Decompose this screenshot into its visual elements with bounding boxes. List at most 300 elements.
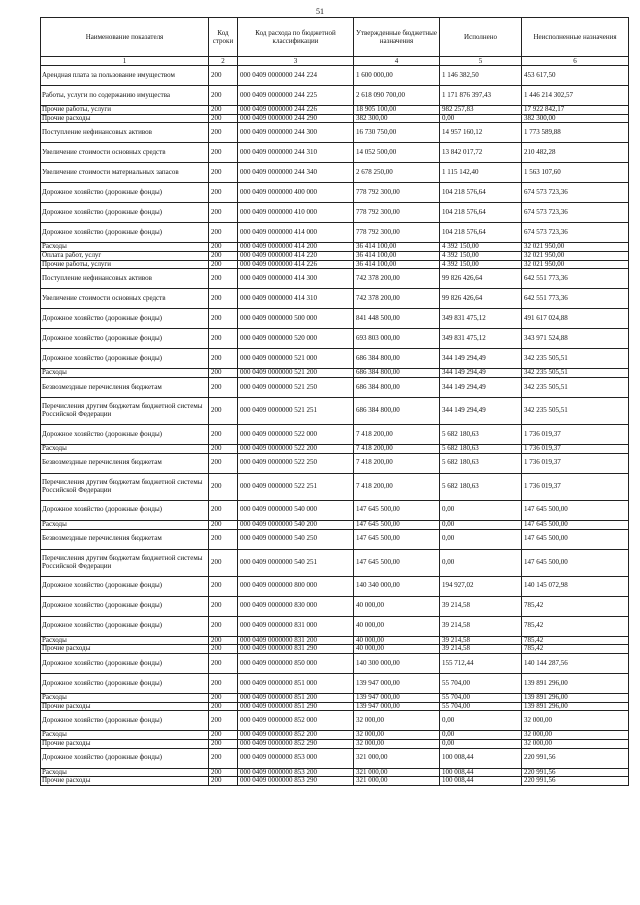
executed-amount-cell: 39 214,58 bbox=[440, 636, 522, 645]
table-row bbox=[41, 500, 629, 520]
indicator-name-cell: Увеличение стоимости основных средств bbox=[41, 143, 209, 163]
indicator-name-cell: Дорожное хозяйство (дорожные фонды) bbox=[41, 500, 209, 520]
approved-amount-cell: 382 300,00 bbox=[354, 114, 440, 123]
approved-amount-cell: 686 384 800,00 bbox=[354, 398, 440, 425]
approved-amount-cell: 7 418 200,00 bbox=[354, 445, 440, 454]
unexecuted-amount-cell: 785,42 bbox=[522, 645, 629, 654]
table-row bbox=[41, 529, 629, 549]
table-row bbox=[41, 260, 629, 269]
expense-code-cell: 000 0409 0000000 800 000 bbox=[238, 576, 354, 596]
indicator-name-cell: Перечисления другим бюджетам бюджетной системы Российской Федерации bbox=[41, 473, 209, 500]
executed-amount-cell: 1 171 876 397,43 bbox=[440, 86, 522, 106]
approved-amount-cell: 742 378 200,00 bbox=[354, 289, 440, 309]
line-code-cell: 200 bbox=[209, 260, 238, 269]
line-code-cell: 200 bbox=[209, 289, 238, 309]
indicator-name-cell: Дорожное хозяйство (дорожные фонды) bbox=[41, 748, 209, 768]
unexecuted-amount-cell: 1 736 019,37 bbox=[522, 473, 629, 500]
expense-code-cell: 000 0409 0000000 521 000 bbox=[238, 349, 354, 369]
table-row bbox=[41, 693, 629, 702]
line-code-cell: 200 bbox=[209, 398, 238, 425]
executed-amount-cell: 344 149 294,49 bbox=[440, 398, 522, 425]
indicator-name-cell: Дорожное хозяйство (дорожные фонды) bbox=[41, 673, 209, 693]
unexecuted-amount-cell: 139 891 296,00 bbox=[522, 673, 629, 693]
unexecuted-amount-cell: 342 235 505,51 bbox=[522, 349, 629, 369]
indicator-name-cell: Арендная плата за пользование имуществом bbox=[41, 66, 209, 86]
executed-amount-cell: 194 927,02 bbox=[440, 576, 522, 596]
unexecuted-amount-cell: 220 991,56 bbox=[522, 768, 629, 777]
approved-amount-cell: 140 300 000,00 bbox=[354, 653, 440, 673]
line-code-cell: 200 bbox=[209, 596, 238, 616]
expense-code-cell: 000 0409 0000000 852 290 bbox=[238, 739, 354, 748]
approved-amount-cell: 32 000,00 bbox=[354, 731, 440, 740]
executed-amount-cell: 100 008,44 bbox=[440, 777, 522, 786]
line-code-cell: 200 bbox=[209, 576, 238, 596]
unexecuted-amount-cell: 342 235 505,51 bbox=[522, 378, 629, 398]
executed-amount-cell: 39 214,58 bbox=[440, 645, 522, 654]
header-expense-code: Код расхода по бюджетной классификации bbox=[238, 18, 354, 57]
expense-code-cell: 000 0409 0000000 521 250 bbox=[238, 378, 354, 398]
table-row bbox=[41, 596, 629, 616]
table-row bbox=[41, 748, 629, 768]
column-number: 3 bbox=[238, 57, 354, 66]
unexecuted-amount-cell: 32 021 950,00 bbox=[522, 243, 629, 252]
line-code-cell: 200 bbox=[209, 711, 238, 731]
approved-amount-cell: 16 730 750,00 bbox=[354, 123, 440, 143]
approved-amount-cell: 778 792 300,00 bbox=[354, 183, 440, 203]
approved-amount-cell: 147 645 500,00 bbox=[354, 500, 440, 520]
indicator-name-cell: Расходы bbox=[41, 520, 209, 529]
executed-amount-cell: 0,00 bbox=[440, 711, 522, 731]
expense-code-cell: 000 0409 0000000 831 290 bbox=[238, 645, 354, 654]
column-number: 5 bbox=[440, 57, 522, 66]
indicator-name-cell: Расходы bbox=[41, 243, 209, 252]
header-approved: Утвержденные бюджетные назначения bbox=[354, 18, 440, 57]
table-row bbox=[41, 369, 629, 378]
indicator-name-cell: Безвозмездные перечисления бюджетам bbox=[41, 529, 209, 549]
executed-amount-cell: 55 704,00 bbox=[440, 702, 522, 711]
line-code-cell: 200 bbox=[209, 243, 238, 252]
expense-code-cell: 000 0409 0000000 244 310 bbox=[238, 143, 354, 163]
indicator-name-cell: Прочие расходы bbox=[41, 777, 209, 786]
approved-amount-cell: 7 418 200,00 bbox=[354, 473, 440, 500]
indicator-name-cell: Расходы bbox=[41, 731, 209, 740]
indicator-name-cell: Дорожное хозяйство (дорожные фонды) bbox=[41, 183, 209, 203]
approved-amount-cell: 18 905 100,00 bbox=[354, 106, 440, 115]
unexecuted-amount-cell: 210 482,28 bbox=[522, 143, 629, 163]
table-row bbox=[41, 252, 629, 261]
expense-code-cell: 000 0409 0000000 244 225 bbox=[238, 86, 354, 106]
column-number: 6 bbox=[522, 57, 629, 66]
executed-amount-cell: 55 704,00 bbox=[440, 693, 522, 702]
expense-code-cell: 000 0409 0000000 522 250 bbox=[238, 453, 354, 473]
approved-amount-cell: 686 384 800,00 bbox=[354, 349, 440, 369]
unexecuted-amount-cell: 343 971 524,88 bbox=[522, 329, 629, 349]
table-row bbox=[41, 163, 629, 183]
approved-amount-cell: 32 000,00 bbox=[354, 739, 440, 748]
line-code-cell: 200 bbox=[209, 114, 238, 123]
unexecuted-amount-cell: 147 645 500,00 bbox=[522, 500, 629, 520]
executed-amount-cell: 99 826 426,64 bbox=[440, 289, 522, 309]
expense-code-cell: 000 0409 0000000 414 200 bbox=[238, 243, 354, 252]
line-code-cell: 200 bbox=[209, 636, 238, 645]
table-row bbox=[41, 549, 629, 576]
budget-execution-table bbox=[40, 17, 629, 786]
indicator-name-cell: Увеличение стоимости основных средств bbox=[41, 289, 209, 309]
table-row bbox=[41, 576, 629, 596]
executed-amount-cell: 1 146 382,50 bbox=[440, 66, 522, 86]
executed-amount-cell: 4 392 150,00 bbox=[440, 252, 522, 261]
line-code-cell: 200 bbox=[209, 445, 238, 454]
line-code-cell: 200 bbox=[209, 106, 238, 115]
expense-code-cell: 000 0409 0000000 540 251 bbox=[238, 549, 354, 576]
line-code-cell: 200 bbox=[209, 453, 238, 473]
table-row bbox=[41, 653, 629, 673]
table-row bbox=[41, 636, 629, 645]
executed-amount-cell: 344 149 294,49 bbox=[440, 369, 522, 378]
executed-amount-cell: 100 008,44 bbox=[440, 748, 522, 768]
line-code-cell: 200 bbox=[209, 645, 238, 654]
executed-amount-cell: 100 008,44 bbox=[440, 768, 522, 777]
executed-amount-cell: 344 149 294,49 bbox=[440, 349, 522, 369]
approved-amount-cell: 40 000,00 bbox=[354, 596, 440, 616]
table-row bbox=[41, 106, 629, 115]
expense-code-cell: 000 0409 0000000 540 200 bbox=[238, 520, 354, 529]
expense-code-cell: 000 0409 0000000 244 300 bbox=[238, 123, 354, 143]
table-row bbox=[41, 445, 629, 454]
executed-amount-cell: 99 826 426,64 bbox=[440, 269, 522, 289]
expense-code-cell: 000 0409 0000000 831 200 bbox=[238, 636, 354, 645]
approved-amount-cell: 147 645 500,00 bbox=[354, 520, 440, 529]
table-row bbox=[41, 398, 629, 425]
executed-amount-cell: 104 218 576,64 bbox=[440, 203, 522, 223]
expense-code-cell: 000 0409 0000000 414 226 bbox=[238, 260, 354, 269]
approved-amount-cell: 147 645 500,00 bbox=[354, 549, 440, 576]
column-number: 1 bbox=[41, 57, 209, 66]
indicator-name-cell: Поступление нефинансовых активов bbox=[41, 123, 209, 143]
executed-amount-cell: 0,00 bbox=[440, 731, 522, 740]
indicator-name-cell: Дорожное хозяйство (дорожные фонды) bbox=[41, 203, 209, 223]
table-row bbox=[41, 378, 629, 398]
expense-code-cell: 000 0409 0000000 522 000 bbox=[238, 425, 354, 445]
expense-code-cell: 000 0409 0000000 853 000 bbox=[238, 748, 354, 768]
table-row bbox=[41, 520, 629, 529]
executed-amount-cell: 5 682 180,63 bbox=[440, 473, 522, 500]
unexecuted-amount-cell: 382 300,00 bbox=[522, 114, 629, 123]
line-code-cell: 200 bbox=[209, 252, 238, 261]
unexecuted-amount-cell: 1 736 019,37 bbox=[522, 445, 629, 454]
expense-code-cell: 000 0409 0000000 540 000 bbox=[238, 500, 354, 520]
line-code-cell: 200 bbox=[209, 739, 238, 748]
table-row bbox=[41, 453, 629, 473]
table-row bbox=[41, 473, 629, 500]
line-code-cell: 200 bbox=[209, 500, 238, 520]
line-code-cell: 200 bbox=[209, 86, 238, 106]
expense-code-cell: 000 0409 0000000 831 000 bbox=[238, 616, 354, 636]
line-code-cell: 200 bbox=[209, 673, 238, 693]
table-row bbox=[41, 768, 629, 777]
approved-amount-cell: 139 947 000,00 bbox=[354, 702, 440, 711]
indicator-name-cell: Расходы bbox=[41, 636, 209, 645]
approved-amount-cell: 321 000,00 bbox=[354, 748, 440, 768]
indicator-name-cell: Расходы bbox=[41, 369, 209, 378]
approved-amount-cell: 1 600 000,00 bbox=[354, 66, 440, 86]
expense-code-cell: 000 0409 0000000 852 200 bbox=[238, 731, 354, 740]
approved-amount-cell: 32 000,00 bbox=[354, 711, 440, 731]
table-row bbox=[41, 711, 629, 731]
unexecuted-amount-cell: 1 736 019,37 bbox=[522, 453, 629, 473]
line-code-cell: 200 bbox=[209, 529, 238, 549]
executed-amount-cell: 39 214,58 bbox=[440, 616, 522, 636]
unexecuted-amount-cell: 220 991,56 bbox=[522, 777, 629, 786]
executed-amount-cell: 55 704,00 bbox=[440, 673, 522, 693]
line-code-cell: 200 bbox=[209, 183, 238, 203]
expense-code-cell: 000 0409 0000000 244 290 bbox=[238, 114, 354, 123]
indicator-name-cell: Прочие работы, услуги bbox=[41, 106, 209, 115]
indicator-name-cell: Дорожное хозяйство (дорожные фонды) bbox=[41, 576, 209, 596]
line-code-cell: 200 bbox=[209, 378, 238, 398]
approved-amount-cell: 841 448 500,00 bbox=[354, 309, 440, 329]
approved-amount-cell: 2 678 250,00 bbox=[354, 163, 440, 183]
line-code-cell: 200 bbox=[209, 473, 238, 500]
indicator-name-cell: Поступление нефинансовых активов bbox=[41, 269, 209, 289]
approved-amount-cell: 686 384 800,00 bbox=[354, 369, 440, 378]
table-row bbox=[41, 114, 629, 123]
approved-amount-cell: 778 792 300,00 bbox=[354, 223, 440, 243]
table-row bbox=[41, 616, 629, 636]
expense-code-cell: 000 0409 0000000 850 000 bbox=[238, 653, 354, 673]
line-code-cell: 200 bbox=[209, 768, 238, 777]
indicator-name-cell: Дорожное хозяйство (дорожные фонды) bbox=[41, 711, 209, 731]
approved-amount-cell: 36 414 100,00 bbox=[354, 243, 440, 252]
line-code-cell: 200 bbox=[209, 329, 238, 349]
unexecuted-amount-cell: 32 021 950,00 bbox=[522, 252, 629, 261]
indicator-name-cell: Безвозмездные перечисления бюджетам bbox=[41, 453, 209, 473]
unexecuted-amount-cell: 342 235 505,51 bbox=[522, 369, 629, 378]
unexecuted-amount-cell: 147 645 500,00 bbox=[522, 520, 629, 529]
approved-amount-cell: 36 414 100,00 bbox=[354, 260, 440, 269]
approved-amount-cell: 7 418 200,00 bbox=[354, 425, 440, 445]
approved-amount-cell: 140 340 000,00 bbox=[354, 576, 440, 596]
executed-amount-cell: 104 218 576,64 bbox=[440, 223, 522, 243]
unexecuted-amount-cell: 674 573 723,36 bbox=[522, 183, 629, 203]
executed-amount-cell: 0,00 bbox=[440, 500, 522, 520]
line-code-cell: 200 bbox=[209, 693, 238, 702]
unexecuted-amount-cell: 642 551 773,36 bbox=[522, 269, 629, 289]
expense-code-cell: 000 0409 0000000 853 290 bbox=[238, 777, 354, 786]
executed-amount-cell: 39 214,58 bbox=[440, 596, 522, 616]
table-row bbox=[41, 309, 629, 329]
line-code-cell: 200 bbox=[209, 653, 238, 673]
unexecuted-amount-cell: 785,42 bbox=[522, 596, 629, 616]
expense-code-cell: 000 0409 0000000 540 250 bbox=[238, 529, 354, 549]
indicator-name-cell: Дорожное хозяйство (дорожные фонды) bbox=[41, 616, 209, 636]
line-code-cell: 200 bbox=[209, 702, 238, 711]
approved-amount-cell: 40 000,00 bbox=[354, 616, 440, 636]
table-row bbox=[41, 673, 629, 693]
unexecuted-amount-cell: 785,42 bbox=[522, 636, 629, 645]
unexecuted-amount-cell: 1 563 107,60 bbox=[522, 163, 629, 183]
unexecuted-amount-cell: 342 235 505,51 bbox=[522, 398, 629, 425]
table-row bbox=[41, 702, 629, 711]
indicator-name-cell: Работы, услуги по содержанию имущества bbox=[41, 86, 209, 106]
indicator-name-cell: Расходы bbox=[41, 693, 209, 702]
line-code-cell: 200 bbox=[209, 143, 238, 163]
approved-amount-cell: 40 000,00 bbox=[354, 645, 440, 654]
indicator-name-cell: Перечисления другим бюджетам бюджетной системы Российской Федерации bbox=[41, 549, 209, 576]
line-code-cell: 200 bbox=[209, 123, 238, 143]
unexecuted-amount-cell: 453 617,50 bbox=[522, 66, 629, 86]
executed-amount-cell: 4 392 150,00 bbox=[440, 260, 522, 269]
executed-amount-cell: 13 842 017,72 bbox=[440, 143, 522, 163]
unexecuted-amount-cell: 32 000,00 bbox=[522, 731, 629, 740]
table-row bbox=[41, 243, 629, 252]
table-row bbox=[41, 289, 629, 309]
unexecuted-amount-cell: 674 573 723,36 bbox=[522, 223, 629, 243]
table-row bbox=[41, 777, 629, 786]
executed-amount-cell: 1 115 142,40 bbox=[440, 163, 522, 183]
approved-amount-cell: 139 947 000,00 bbox=[354, 693, 440, 702]
line-code-cell: 200 bbox=[209, 520, 238, 529]
unexecuted-amount-cell: 491 617 024,88 bbox=[522, 309, 629, 329]
header-executed: Исполнено bbox=[440, 18, 522, 57]
table-row bbox=[41, 731, 629, 740]
indicator-name-cell: Дорожное хозяйство (дорожные фонды) bbox=[41, 653, 209, 673]
table-row bbox=[41, 123, 629, 143]
indicator-name-cell: Безвозмездные перечисления бюджетам bbox=[41, 378, 209, 398]
approved-amount-cell: 2 618 090 700,00 bbox=[354, 86, 440, 106]
expense-code-cell: 000 0409 0000000 853 200 bbox=[238, 768, 354, 777]
unexecuted-amount-cell: 674 573 723,36 bbox=[522, 203, 629, 223]
indicator-name-cell: Дорожное хозяйство (дорожные фонды) bbox=[41, 309, 209, 329]
line-code-cell: 200 bbox=[209, 549, 238, 576]
executed-amount-cell: 0,00 bbox=[440, 549, 522, 576]
expense-code-cell: 000 0409 0000000 520 000 bbox=[238, 329, 354, 349]
executed-amount-cell: 349 831 475,12 bbox=[440, 309, 522, 329]
line-code-cell: 200 bbox=[209, 269, 238, 289]
approved-amount-cell: 36 414 100,00 bbox=[354, 252, 440, 261]
table-row bbox=[41, 645, 629, 654]
executed-amount-cell: 5 682 180,63 bbox=[440, 445, 522, 454]
executed-amount-cell: 349 831 475,12 bbox=[440, 329, 522, 349]
unexecuted-amount-cell: 147 645 500,00 bbox=[522, 549, 629, 576]
executed-amount-cell: 5 682 180,63 bbox=[440, 425, 522, 445]
unexecuted-amount-cell: 17 922 842,17 bbox=[522, 106, 629, 115]
table-row bbox=[41, 183, 629, 203]
approved-amount-cell: 40 000,00 bbox=[354, 636, 440, 645]
indicator-name-cell: Расходы bbox=[41, 445, 209, 454]
expense-code-cell: 000 0409 0000000 414 310 bbox=[238, 289, 354, 309]
executed-amount-cell: 0,00 bbox=[440, 739, 522, 748]
line-code-cell: 200 bbox=[209, 777, 238, 786]
table-row bbox=[41, 739, 629, 748]
unexecuted-amount-cell: 32 000,00 bbox=[522, 711, 629, 731]
column-number: 2 bbox=[209, 57, 238, 66]
indicator-name-cell: Дорожное хозяйство (дорожные фонды) bbox=[41, 349, 209, 369]
unexecuted-amount-cell: 1 736 019,37 bbox=[522, 425, 629, 445]
unexecuted-amount-cell: 139 891 296,00 bbox=[522, 693, 629, 702]
indicator-name-cell: Прочие расходы bbox=[41, 702, 209, 711]
line-code-cell: 200 bbox=[209, 369, 238, 378]
unexecuted-amount-cell: 32 021 950,00 bbox=[522, 260, 629, 269]
approved-amount-cell: 7 418 200,00 bbox=[354, 453, 440, 473]
expense-code-cell: 000 0409 0000000 410 000 bbox=[238, 203, 354, 223]
unexecuted-amount-cell: 1 446 214 302,57 bbox=[522, 86, 629, 106]
line-code-cell: 200 bbox=[209, 163, 238, 183]
indicator-name-cell: Прочие работы, услуги bbox=[41, 260, 209, 269]
unexecuted-amount-cell: 1 773 589,88 bbox=[522, 123, 629, 143]
indicator-name-cell: Прочие расходы bbox=[41, 739, 209, 748]
expense-code-cell: 000 0409 0000000 400 000 bbox=[238, 183, 354, 203]
line-code-cell: 200 bbox=[209, 425, 238, 445]
approved-amount-cell: 742 378 200,00 bbox=[354, 269, 440, 289]
indicator-name-cell: Оплата работ, услуг bbox=[41, 252, 209, 261]
executed-amount-cell: 344 149 294,49 bbox=[440, 378, 522, 398]
expense-code-cell: 000 0409 0000000 522 200 bbox=[238, 445, 354, 454]
approved-amount-cell: 686 384 800,00 bbox=[354, 378, 440, 398]
expense-code-cell: 000 0409 0000000 830 000 bbox=[238, 596, 354, 616]
table-body bbox=[41, 66, 629, 786]
line-code-cell: 200 bbox=[209, 66, 238, 86]
executed-amount-cell: 155 712,44 bbox=[440, 653, 522, 673]
unexecuted-amount-cell: 139 891 296,00 bbox=[522, 702, 629, 711]
approved-amount-cell: 147 645 500,00 bbox=[354, 529, 440, 549]
line-code-cell: 200 bbox=[209, 203, 238, 223]
executed-amount-cell: 4 392 150,00 bbox=[440, 243, 522, 252]
line-code-cell: 200 bbox=[209, 309, 238, 329]
approved-amount-cell: 321 000,00 bbox=[354, 768, 440, 777]
indicator-name-cell: Дорожное хозяйство (дорожные фонды) bbox=[41, 329, 209, 349]
table-row bbox=[41, 66, 629, 86]
executed-amount-cell: 5 682 180,63 bbox=[440, 453, 522, 473]
line-code-cell: 200 bbox=[209, 223, 238, 243]
indicator-name-cell: Прочие расходы bbox=[41, 645, 209, 654]
executed-amount-cell: 14 957 160,12 bbox=[440, 123, 522, 143]
table-row bbox=[41, 269, 629, 289]
executed-amount-cell: 0,00 bbox=[440, 520, 522, 529]
approved-amount-cell: 693 803 000,00 bbox=[354, 329, 440, 349]
column-number: 4 bbox=[354, 57, 440, 66]
header-line-code: Код строки bbox=[209, 18, 238, 57]
indicator-name-cell: Расходы bbox=[41, 768, 209, 777]
table-row bbox=[41, 86, 629, 106]
unexecuted-amount-cell: 140 145 072,98 bbox=[522, 576, 629, 596]
table-row bbox=[41, 143, 629, 163]
table-row bbox=[41, 425, 629, 445]
expense-code-cell: 000 0409 0000000 851 000 bbox=[238, 673, 354, 693]
unexecuted-amount-cell: 147 645 500,00 bbox=[522, 529, 629, 549]
expense-code-cell: 000 0409 0000000 851 290 bbox=[238, 702, 354, 711]
unexecuted-amount-cell: 785,42 bbox=[522, 616, 629, 636]
expense-code-cell: 000 0409 0000000 414 220 bbox=[238, 252, 354, 261]
approved-amount-cell: 321 000,00 bbox=[354, 777, 440, 786]
expense-code-cell: 000 0409 0000000 244 224 bbox=[238, 66, 354, 86]
executed-amount-cell: 104 218 576,64 bbox=[440, 183, 522, 203]
expense-code-cell: 000 0409 0000000 244 340 bbox=[238, 163, 354, 183]
table-row bbox=[41, 203, 629, 223]
approved-amount-cell: 778 792 300,00 bbox=[354, 203, 440, 223]
executed-amount-cell: 982 257,83 bbox=[440, 106, 522, 115]
line-code-cell: 200 bbox=[209, 616, 238, 636]
expense-code-cell: 000 0409 0000000 414 000 bbox=[238, 223, 354, 243]
unexecuted-amount-cell: 140 144 287,56 bbox=[522, 653, 629, 673]
expense-code-cell: 000 0409 0000000 522 251 bbox=[238, 473, 354, 500]
unexecuted-amount-cell: 220 991,56 bbox=[522, 748, 629, 768]
page-number: 51 bbox=[316, 7, 324, 16]
line-code-cell: 200 bbox=[209, 748, 238, 768]
expense-code-cell: 000 0409 0000000 851 200 bbox=[238, 693, 354, 702]
indicator-name-cell: Дорожное хозяйство (дорожные фонды) bbox=[41, 425, 209, 445]
expense-code-cell: 000 0409 0000000 500 000 bbox=[238, 309, 354, 329]
